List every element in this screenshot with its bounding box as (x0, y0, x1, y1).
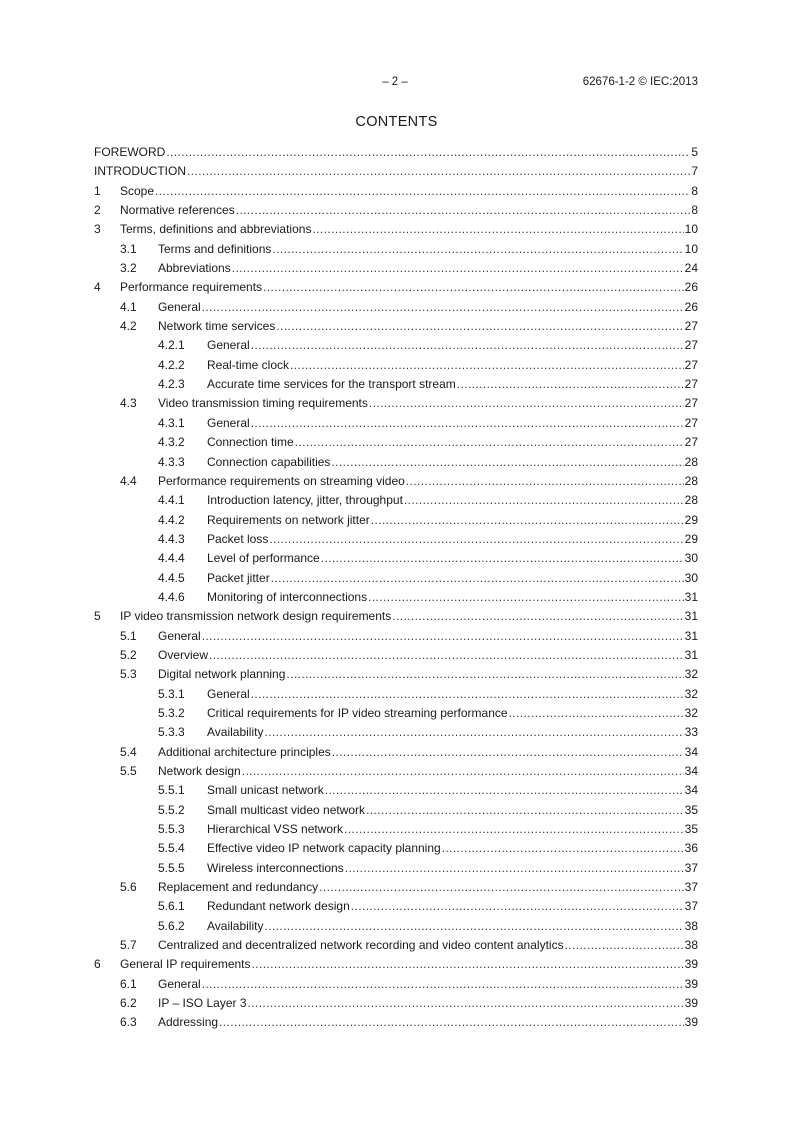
toc-entry[interactable] (94, 743, 698, 762)
toc-entry-page: 32 (684, 686, 698, 701)
toc-entry-page: 39 (684, 957, 698, 972)
toc-entry[interactable] (94, 240, 698, 259)
toc-dot-leader (366, 801, 684, 820)
toc-entry-page: 37 (684, 860, 698, 875)
toc-dot-leader (187, 162, 690, 181)
toc-entry[interactable] (94, 685, 698, 704)
toc-entry[interactable] (94, 162, 698, 181)
toc-entry[interactable] (94, 298, 698, 317)
toc-entry-page: 31 (684, 609, 698, 624)
toc-dot-leader (276, 317, 683, 336)
toc-dot-leader (312, 220, 683, 239)
toc-entry-number: 6 (94, 957, 101, 972)
toc-entry-title: Packet loss (207, 531, 269, 546)
toc-entry-number: 5.5.3 (158, 822, 185, 837)
toc-dot-leader (252, 955, 684, 974)
toc-dot-leader (236, 201, 691, 220)
toc-entry-number: 5.6 (120, 880, 137, 895)
toc-entry-page: 38 (684, 938, 698, 953)
toc-entry-title: Redundant network design (207, 899, 350, 914)
toc-entry-title: General (158, 628, 201, 643)
toc-entry-title: Monitoring of interconnections (207, 589, 368, 604)
toc-entry-page: 39 (684, 1015, 698, 1030)
toc-entry-page: 27 (684, 435, 698, 450)
toc-dot-leader (295, 433, 684, 452)
toc-entry[interactable] (94, 801, 698, 820)
toc-entry-title: Introduction latency, jitter, throughput (207, 493, 403, 508)
toc-entry-number: 4.3 (120, 396, 137, 411)
toc-entry-number: 5.5.2 (158, 802, 185, 817)
toc-entry[interactable] (94, 897, 698, 916)
toc-entry-number: 4.4.5 (158, 570, 185, 585)
toc-entry-title: General (207, 338, 250, 353)
toc-entry-title: Packet jitter (207, 570, 270, 585)
toc-dot-leader (264, 723, 683, 742)
toc-entry-title: Wireless interconnections (207, 860, 344, 875)
toc-entry-title: General (207, 415, 250, 430)
toc-entry-title: IP video transmission network design requirements (120, 609, 392, 624)
toc-dot-leader (251, 336, 684, 355)
toc-entry-page: 28 (684, 454, 698, 469)
toc-entry[interactable] (94, 1013, 698, 1032)
toc-dot-leader (331, 453, 683, 472)
toc-entry-number: 1 (94, 183, 101, 198)
toc-entry-title: General (158, 976, 201, 991)
toc-entry[interactable] (94, 936, 698, 955)
toc-entry-number: 4.2.2 (158, 357, 185, 372)
toc-entry-page: 24 (684, 261, 698, 276)
toc-entry-number: 5.2 (120, 647, 137, 662)
toc-entry-number: 5 (94, 609, 101, 624)
toc-entry-number: 5.6.2 (158, 918, 185, 933)
toc-entry-title: Level of performance (207, 551, 320, 566)
toc-entry-page: 28 (684, 473, 698, 488)
toc-entry-number: 6.3 (120, 1015, 137, 1030)
toc-dot-leader (509, 704, 684, 723)
toc-entry-page: 34 (684, 764, 698, 778)
toc-dot-leader (232, 259, 684, 278)
toc-entry-number: 5.3.3 (158, 725, 185, 740)
toc-entry-page: 31 (684, 628, 698, 643)
toc-entry[interactable] (94, 588, 698, 607)
toc-entry[interactable] (94, 704, 698, 723)
toc-entry-number: 3.1 (120, 241, 137, 256)
toc-entry-page: 29 (684, 531, 698, 546)
toc-entry-title: Addressing (158, 1015, 219, 1030)
toc-entry-title: INTRODUCTION (94, 164, 186, 179)
toc-entry-title: General (207, 686, 250, 701)
toc-entry-title: Small multicast video network (207, 802, 366, 817)
toc-entry-page: 29 (684, 512, 698, 527)
toc-dot-leader (404, 491, 684, 510)
toc-dot-leader (202, 298, 684, 317)
toc-entry[interactable] (94, 781, 698, 800)
toc-dot-leader (325, 781, 684, 800)
toc-entry-page: 34 (684, 783, 698, 798)
toc-entry-title: Performance requirements on streaming video (158, 473, 405, 488)
toc-entry-title: Normative references (120, 203, 235, 218)
toc-dot-leader (286, 665, 683, 684)
toc-entry-title: Real-time clock (207, 357, 290, 372)
toc-entry-number: 4.2 (120, 319, 137, 334)
toc-entry-page: 39 (684, 976, 698, 991)
toc-entry-page: 30 (684, 551, 698, 566)
toc-dot-leader (321, 549, 684, 568)
toc-dot-leader (332, 743, 684, 762)
toc-dot-leader (219, 1013, 684, 1032)
toc-dot-leader (442, 839, 684, 858)
toc-dot-leader (406, 472, 684, 491)
toc-entry[interactable] (94, 259, 698, 278)
toc-entry-title: Terms, definitions and abbreviations (120, 222, 312, 237)
toc-entry-title: Availability (207, 725, 264, 740)
toc-entry-number: 2 (94, 203, 101, 218)
toc-entry[interactable] (94, 143, 698, 162)
toc-entry[interactable] (94, 453, 698, 472)
contents-title: CONTENTS (355, 114, 438, 130)
toc-entry-number: 4.3.3 (158, 454, 185, 469)
toc-entry-number: 6.2 (120, 996, 137, 1011)
toc-entry[interactable] (94, 278, 698, 297)
toc-entry-title: IP – ISO Layer 3 (158, 996, 247, 1011)
toc-entry-title: FOREWORD (94, 145, 166, 159)
toc-entry-page: 27 (684, 357, 698, 372)
toc-entry[interactable] (94, 607, 698, 626)
toc-entry-number: 5.7 (120, 938, 137, 953)
toc-dot-leader (457, 375, 684, 394)
toc-entry-page: 36 (684, 841, 698, 856)
toc-entry-number: 3.2 (120, 261, 137, 276)
toc-entry-number: 4.4.4 (158, 551, 185, 566)
toc-entry-page: 38 (684, 918, 698, 933)
toc-entry[interactable] (94, 762, 698, 781)
toc-entry-page: 8 (691, 183, 698, 198)
toc-entry-page: 31 (684, 589, 698, 604)
toc-entry-number: 5.5.1 (158, 783, 185, 798)
toc-dot-leader (392, 607, 683, 626)
toc-entry-number: 4.4.3 (158, 531, 185, 546)
toc-entry[interactable] (94, 820, 698, 839)
toc-entry[interactable] (94, 491, 698, 510)
toc-entry-number: 5.3 (120, 667, 137, 682)
toc-dot-leader (319, 878, 684, 897)
toc-entry[interactable] (94, 839, 698, 858)
toc-entry-title: Scope (120, 183, 155, 198)
toc-entry-title: Requirements on network jitter (207, 512, 370, 527)
toc-entry-page: 10 (684, 241, 698, 256)
toc-entry-number: 6.1 (120, 976, 137, 991)
toc-entry[interactable] (94, 917, 698, 936)
toc-entry[interactable] (94, 994, 698, 1013)
toc-entry[interactable] (94, 414, 698, 433)
toc-entry[interactable] (94, 433, 698, 452)
toc-entry-page: 35 (684, 822, 698, 837)
toc-entry[interactable] (94, 530, 698, 549)
toc-entry-page: 27 (684, 338, 698, 353)
toc-entry[interactable] (94, 317, 698, 336)
toc-entry-page: 27 (684, 415, 698, 430)
toc-dot-leader (565, 936, 684, 955)
toc-entry-page: 30 (684, 570, 698, 585)
toc-entry-title: Digital network planning (158, 667, 286, 682)
toc-entry-number: 4.4 (120, 473, 137, 488)
table-of-contents (94, 143, 698, 1033)
toc-entry[interactable] (94, 511, 698, 530)
toc-entry-number: 4.4.2 (158, 512, 185, 527)
toc-entry-title: Performance requirements (120, 280, 263, 295)
toc-entry[interactable] (94, 336, 698, 355)
toc-entry[interactable] (94, 627, 698, 646)
toc-dot-leader (166, 143, 690, 162)
toc-entry-number: 4.3.2 (158, 435, 185, 450)
toc-entry[interactable] (94, 356, 698, 375)
document-id: 62676-1-2 © IEC:2013 (582, 76, 698, 88)
toc-entry-page: 8 (691, 203, 698, 218)
toc-entry[interactable] (94, 549, 698, 568)
toc-entry-number: 3 (94, 222, 101, 237)
toc-entry[interactable] (94, 394, 698, 413)
toc-entry-title: Hierarchical VSS network (207, 822, 344, 837)
toc-entry-title: Terms and definitions (158, 241, 272, 256)
toc-entry-page: 27 (684, 319, 698, 334)
toc-dot-leader (371, 511, 684, 530)
toc-entry[interactable] (94, 878, 698, 897)
toc-dot-leader (351, 897, 684, 916)
toc-entry-number: 5.4 (120, 744, 137, 759)
toc-entry-title: Overview (158, 647, 209, 662)
toc-entry-page: 31 (684, 647, 698, 662)
toc-entry[interactable] (94, 955, 698, 974)
toc-entry[interactable] (94, 646, 698, 665)
toc-entry-number: 4.4.1 (158, 493, 185, 508)
toc-entry[interactable] (94, 723, 698, 742)
toc-entry-number: 4.1 (120, 299, 137, 314)
toc-entry[interactable] (94, 569, 698, 588)
toc-dot-leader (155, 182, 690, 201)
toc-dot-leader (272, 240, 683, 259)
toc-entry-page: 27 (684, 396, 698, 411)
toc-entry-page: 5 (691, 145, 698, 159)
toc-entry-number: 5.3.1 (158, 686, 185, 701)
toc-entry-page: 7 (691, 164, 698, 179)
toc-entry[interactable] (94, 375, 698, 394)
toc-entry-number: 5.5.4 (158, 841, 185, 856)
toc-entry-page: 39 (684, 996, 698, 1011)
toc-entry-number: 4.2.3 (158, 377, 185, 392)
toc-entry[interactable] (94, 665, 698, 684)
toc-dot-leader (242, 762, 684, 781)
toc-entry-number: 4.2.1 (158, 338, 185, 353)
toc-entry-page: 34 (684, 744, 698, 759)
toc-entry-title: General IP requirements (120, 957, 251, 972)
toc-dot-leader (344, 820, 684, 839)
toc-entry-page: 37 (684, 880, 698, 895)
toc-entry-title: Effective video IP network capacity planning (207, 841, 441, 856)
toc-entry-title: Availability (207, 918, 264, 933)
toc-entry-title: Connection capabilities (207, 454, 331, 469)
toc-entry-title: Network time services (158, 319, 276, 334)
toc-dot-leader (251, 685, 684, 704)
toc-entry[interactable] (94, 859, 698, 878)
toc-dot-leader (290, 356, 684, 375)
toc-entry-page: 32 (684, 667, 698, 682)
toc-entry-number: 5.1 (120, 628, 137, 643)
toc-entry-number: 5.5 (120, 764, 137, 778)
toc-dot-leader (202, 627, 684, 646)
toc-entry-number: 4 (94, 280, 101, 295)
toc-entry-title: Small unicast network (207, 783, 324, 798)
toc-entry[interactable] (94, 182, 698, 201)
toc-dot-leader (251, 414, 684, 433)
page-number: – 2 – (382, 76, 408, 88)
toc-entry-title: Replacement and redundancy (158, 880, 319, 895)
toc-entry-title: Critical requirements for IP video streaming performance (207, 705, 508, 720)
toc-dot-leader (263, 278, 684, 297)
toc-entry-number: 5.3.2 (158, 705, 185, 720)
toc-entry-title: Network design (158, 764, 241, 778)
toc-entry-title: Accurate time services for the transport stream (207, 377, 456, 392)
toc-entry-page: 28 (684, 493, 698, 508)
toc-entry-page: 26 (684, 299, 698, 314)
toc-entry-title: Abbreviations (158, 261, 231, 276)
toc-entry-page: 32 (684, 705, 698, 720)
toc-entry-title: General (158, 299, 201, 314)
toc-entry-title: Additional architecture principles (158, 744, 331, 759)
toc-entry-page: 10 (684, 222, 698, 237)
toc-entry-number: 5.5.5 (158, 860, 185, 875)
toc-entry[interactable] (94, 220, 698, 239)
toc-entry-page: 26 (684, 280, 698, 295)
toc-entry[interactable] (94, 472, 698, 491)
toc-entry-title: Centralized and decentralized network recording and video content analytics (158, 938, 564, 953)
toc-entry-number: 4.3.1 (158, 415, 185, 430)
toc-dot-leader (271, 569, 684, 588)
toc-entry-page: 27 (684, 377, 698, 392)
toc-dot-leader (202, 975, 684, 994)
toc-dot-leader (209, 646, 684, 665)
toc-entry-page: 35 (684, 802, 698, 817)
toc-dot-leader (369, 394, 684, 413)
toc-dot-leader (368, 588, 684, 607)
toc-dot-leader (269, 530, 683, 549)
toc-entry[interactable] (94, 975, 698, 994)
toc-dot-leader (264, 917, 683, 936)
toc-entry-title: Video transmission timing requirements (158, 396, 368, 411)
toc-entry-page: 33 (684, 725, 698, 740)
toc-entry[interactable] (94, 201, 698, 220)
toc-dot-leader (248, 994, 684, 1013)
toc-entry-number: 5.6.1 (158, 899, 185, 914)
toc-entry-title: Connection time (207, 435, 294, 450)
toc-entry-number: 4.4.6 (158, 589, 185, 604)
toc-entry-page: 37 (684, 899, 698, 914)
toc-dot-leader (345, 859, 684, 878)
